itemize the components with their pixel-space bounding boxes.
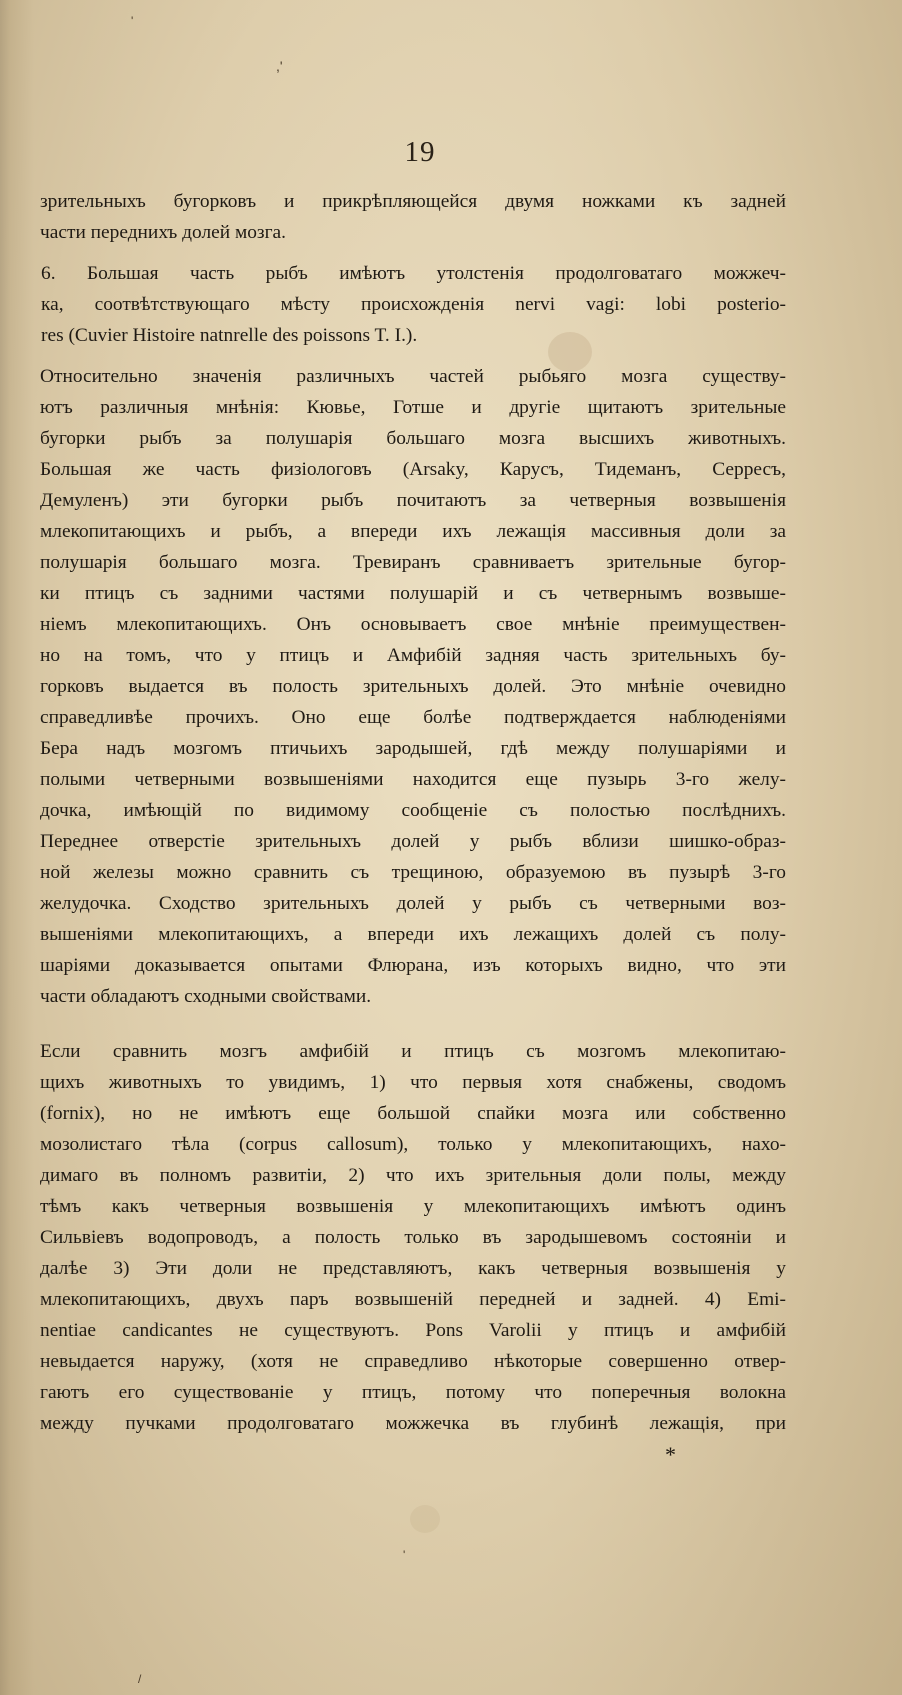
speck-mark: ' xyxy=(131,14,134,28)
text-line: полыми четверными возвышеніями находится еще пузырь 3-го желу- xyxy=(40,769,786,790)
text-line: ка, соотвѣтствующаго мѣсту происхожденія nervi vagi: lobi posterio- xyxy=(41,294,786,315)
text-line: справедливѣе прочихъ. Оно еще болѣе подтверждается наблюденіями xyxy=(40,707,786,728)
text-line: ной железы можно сравнить съ трещиною, образуемою въ пузырѣ 3-го xyxy=(40,862,786,883)
paper-stain xyxy=(410,1505,440,1533)
speck-mark: ' xyxy=(403,1548,406,1562)
text-line: гаютъ его существованіе у птицъ, потому что поперечныя волокна xyxy=(40,1382,786,1403)
text-line: вышеніями млекопитающихъ, а впереди ихъ лежащихъ долей съ полу- xyxy=(40,924,786,945)
paragraph-2 xyxy=(40,258,786,351)
text-line: Относительно значенія различныхъ частей рыбьяго мозга существу- xyxy=(40,366,786,387)
text-line: ніемъ млекопитающихъ. Онъ основываетъ свое мнѣніе преимуществен- xyxy=(40,614,786,635)
text-line: части обладаютъ сходными свойствами. xyxy=(40,986,372,1007)
text-line: Переднее отверстіе зрительныхъ долей у рыбъ вблизи шишко-образ- xyxy=(40,831,786,852)
text-line: Сильвіевъ водопроводъ, а полость только въ зародышевомъ состояніи и xyxy=(40,1227,786,1248)
text-line: щихъ животныхъ то увидимъ, 1) что первыя хотя снабжены, сводомъ xyxy=(40,1072,786,1093)
text-line: мозолистаго тѣла (corpus callosum), только у млекопитающихъ, нахо- xyxy=(40,1134,786,1155)
text-line: желудочка. Сходство зрительныхъ долей у рыбъ съ четверными воз- xyxy=(40,893,786,914)
text-line: невыдается наружу, (хотя не справедливо нѣкоторые совершенно отвер- xyxy=(40,1351,786,1372)
paragraph-3 xyxy=(40,361,786,1012)
paragraph-4 xyxy=(40,1036,786,1439)
text-line: Если сравнить мозгъ амфибій и птицъ съ мозгомъ млекопитаю- xyxy=(40,1041,786,1062)
text-line: Бера надъ мозгомъ птичьихъ зародышей, гдѣ между полушаріями и xyxy=(40,738,786,759)
text-line: ютъ различныя мнѣнія: Кювье, Готше и другіе щитаютъ зрительные xyxy=(40,397,786,418)
text-line: далѣе 3) Эти доли не представляютъ, какъ четверныя возвышенія у xyxy=(40,1258,786,1279)
text-line: 6. Большая часть рыбъ имѣютъ утолстенія продолговатаго можжеч- xyxy=(41,263,786,284)
text-line: горковъ выдается въ полость зрительныхъ долей. Это мнѣніе очевидно xyxy=(40,676,786,697)
text-line: (fornix), но не имѣютъ еще большой спайки мозга или собственно xyxy=(40,1103,786,1124)
speck-mark: ,' xyxy=(276,58,283,74)
text-line: полушарія большаго мозга. Тревиранъ сравниваетъ зрительные бугор- xyxy=(40,552,786,573)
text-line: тѣмъ какъ четверныя возвышенія у млекопитающихъ имѣютъ одинъ xyxy=(40,1196,786,1217)
text-line: зрительныхъ бугорковъ и прикрѣпляющейся двумя ножками къ задней xyxy=(40,191,786,212)
page-number: 19 xyxy=(404,136,436,168)
text-line: nentiae candicantes не существуютъ. Pons Varolii у птицъ и амфибій xyxy=(40,1320,786,1341)
text-line: дочка, имѣющій по видимому сообщеніе съ полостью послѣднихъ. xyxy=(40,800,786,821)
paragraph-1 xyxy=(40,186,786,248)
text-line: бугорки рыбъ за полушарія большаго мозга высшихъ животныхъ. xyxy=(40,428,786,449)
text-line: между пучками продолговатаго можжечка въ глубинѣ лежащія, при xyxy=(40,1413,786,1434)
text-line: части переднихъ долей мозга. xyxy=(40,222,286,243)
text-line: Демуленъ) эти бугорки рыбъ почитаютъ за четверныя возвышенія xyxy=(40,490,786,511)
text-line: млекопитающихъ, двухъ паръ возвышеній передней и задней. 4) Emi- xyxy=(40,1289,786,1310)
text-line: димаго въ полномъ развитіи, 2) что ихъ зрительныя доли полы, между xyxy=(40,1165,786,1186)
body-text xyxy=(40,186,786,1439)
text-line: ки птицъ съ задними частями полушарій и съ четвернымъ возвыше- xyxy=(40,583,786,604)
signature-mark: * xyxy=(665,1442,676,1467)
text-line: но на томъ, что у птицъ и Амфибій задняя часть зрительныхъ бу- xyxy=(40,645,786,666)
text-line: res (Cuvier Histoire natnrelle des poissons T. I.). xyxy=(41,325,418,346)
text-line: млекопитающихъ и рыбъ, а впереди ихъ лежащія массивныя доли за xyxy=(40,521,786,542)
text-line: шаріями доказывается опытами Флюрана, изъ которыхъ видно, что эти xyxy=(40,955,786,976)
speck-mark: / xyxy=(138,1672,142,1686)
text-line: Большая же часть физіологовъ (Arsaky, Карусъ, Тидеманъ, Серресъ, xyxy=(40,459,786,480)
